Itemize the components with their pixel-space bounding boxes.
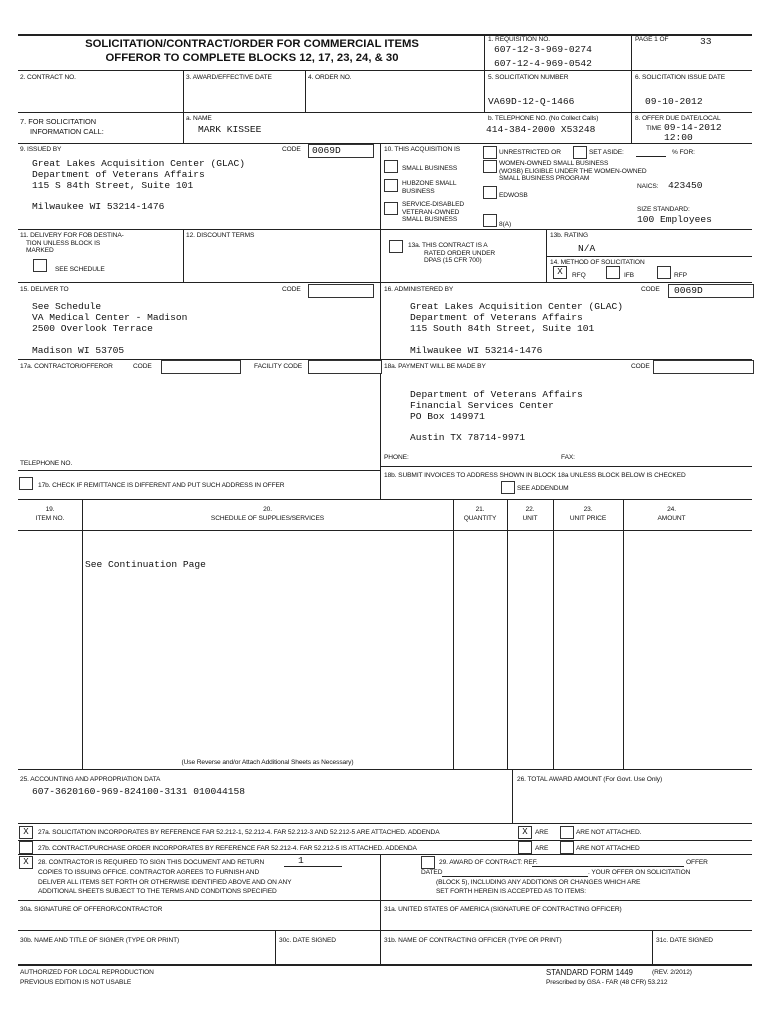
rule bbox=[18, 143, 752, 144]
contractor-code-label: CODE bbox=[133, 363, 152, 370]
clause-27a-are: ARE bbox=[535, 829, 549, 836]
set-aside-percent-line bbox=[636, 156, 666, 157]
wosb-label bbox=[499, 160, 646, 183]
dated-underline bbox=[442, 876, 588, 877]
award-date-label: 3. AWARD/EFFECTIVE DATE bbox=[186, 74, 272, 81]
rule bbox=[652, 930, 653, 964]
sdvosb-label-2: VETERAN-OWNED bbox=[402, 208, 460, 216]
rated-order-label-2: RATED ORDER UNDER bbox=[424, 249, 496, 257]
rule bbox=[380, 143, 381, 499]
clause-27b-are-not: ARE NOT ATTACHED bbox=[576, 845, 640, 852]
accounting-data: 607-3620160-969-824100-3131 010044158 bbox=[32, 786, 246, 797]
method-label: 14. METHOD OF SOLICITATION bbox=[550, 259, 645, 266]
clause-27a-checkbox[interactable]: X bbox=[19, 826, 33, 839]
clause-28-copies: 1 bbox=[298, 855, 304, 866]
administered-by-code: 0069D bbox=[674, 285, 703, 296]
payment-code-label: CODE bbox=[631, 363, 650, 370]
accounting-label: 25. ACCOUNTING AND APPROPRIATION DATA bbox=[20, 776, 161, 783]
col-20-header: SCHEDULE OF SUPPLIES/SERVICES bbox=[210, 515, 325, 522]
discount-terms-label: 12. DISCOUNT TERMS bbox=[186, 232, 255, 239]
rule bbox=[18, 359, 752, 360]
issue-date: 09-10-2012 bbox=[645, 96, 703, 107]
wosb-label-1: WOMEN-OWNED SMALL BUSINESS bbox=[499, 160, 609, 167]
payment-label: 18a. PAYMENT WILL BE MADE BY bbox=[384, 363, 486, 370]
rule bbox=[18, 854, 752, 855]
rule bbox=[623, 499, 624, 769]
issued-by-label: 9. ISSUED BY bbox=[20, 146, 62, 153]
delivery-fob-label-2: TION UNLESS BLOCK IS bbox=[26, 239, 101, 247]
clause-28-line2: COPIES TO ISSUING OFFICE. CONTRACTOR AGREES TO FURNISH AND bbox=[38, 869, 260, 876]
clause-29-dated: DATED bbox=[421, 869, 443, 876]
eight-a-checkbox[interactable] bbox=[483, 214, 497, 227]
rule bbox=[275, 930, 276, 964]
col-19-header: ITEM NO. bbox=[35, 515, 65, 522]
page-total: 33 bbox=[700, 36, 712, 47]
percent-for-label: % FOR: bbox=[672, 149, 695, 156]
rule bbox=[18, 470, 380, 471]
clause-27a-are-not: ARE NOT ATTACHED. bbox=[576, 829, 642, 836]
edwosb-checkbox[interactable] bbox=[483, 186, 497, 199]
administered-by-line2: Department of Veterans Affairs bbox=[410, 312, 583, 323]
signature-offeror-label: 30a. SIGNATURE OF OFFEROR/CONTRACTOR bbox=[20, 906, 163, 913]
deliver-to-line1: See Schedule bbox=[32, 301, 102, 312]
order-no-label: 4. ORDER NO. bbox=[308, 74, 352, 81]
issued-by-code-label: CODE bbox=[282, 146, 301, 153]
telephone-number: 414-384-2000 X53248 bbox=[486, 124, 596, 135]
unrestricted-label: UNRESTRICTED OR bbox=[499, 149, 561, 156]
rule bbox=[183, 229, 184, 282]
naics-label: NAICS: bbox=[637, 183, 659, 190]
footer-previous: PREVIOUS EDITION IS NOT USABLE bbox=[20, 979, 132, 986]
schedule-note: (Use Reverse and/or Attach Additional Sheets as Necessary) bbox=[181, 759, 354, 766]
rule bbox=[18, 530, 752, 531]
clause-27a-are-not-checkbox[interactable] bbox=[560, 826, 574, 839]
size-standard: 100 Employees bbox=[637, 214, 712, 225]
issue-date-label: 6. SOLICITATION ISSUE DATE bbox=[635, 74, 726, 81]
fax-label: FAX: bbox=[561, 454, 575, 461]
requisition-label: 1. REQUISITION NO. bbox=[488, 36, 550, 43]
requisition-number-2: 607-12-4-969-0542 bbox=[494, 58, 592, 69]
sdvosb-checkbox[interactable] bbox=[384, 202, 398, 215]
issued-by-code: 0069D bbox=[312, 145, 341, 156]
remittance-label: 17b. CHECK IF REMITTANCE IS DIFFERENT AND PUT SUCH ADDRESS IN OFFER bbox=[38, 482, 285, 489]
col-23-header: UNIT PRICE bbox=[569, 515, 607, 522]
rule bbox=[18, 769, 752, 770]
clause-27a-are-checkbox[interactable]: X bbox=[518, 826, 532, 839]
clause-29-line3: (BLOCK 5), INCLUDING ANY ADDITIONS OR CHANGES WHICH ARE bbox=[436, 879, 641, 886]
rule bbox=[631, 34, 632, 143]
see-schedule-checkbox[interactable] bbox=[33, 259, 47, 272]
rule bbox=[18, 840, 752, 841]
phone-label: PHONE: bbox=[384, 454, 409, 461]
hubzone-checkbox[interactable] bbox=[384, 179, 398, 192]
col-24-header: AMOUNT bbox=[657, 515, 686, 522]
size-standard-label: SIZE STANDARD: bbox=[637, 206, 690, 213]
delivery-fob-label-3: MARKED bbox=[26, 247, 54, 255]
rating-value: N/A bbox=[578, 243, 596, 254]
payment-code-box bbox=[653, 360, 754, 374]
form-subtitle: OFFEROR TO COMPLETE BLOCKS 12, 17, 23, 24, & 30 bbox=[105, 52, 399, 64]
telephone-no-label: TELEPHONE NO. bbox=[20, 460, 73, 467]
sdvosb-label bbox=[402, 201, 464, 224]
unrestricted-checkbox[interactable] bbox=[483, 146, 497, 159]
col-22-number: 22. bbox=[525, 506, 535, 513]
rfq-label: RFQ bbox=[572, 272, 586, 279]
clause-28-checkbox[interactable]: X bbox=[19, 856, 33, 869]
page-label: PAGE 1 OF bbox=[635, 36, 669, 43]
signer-date-label: 30c. DATE SIGNED bbox=[279, 937, 336, 944]
rated-order-label bbox=[408, 242, 495, 265]
rfq-checkbox[interactable]: X bbox=[553, 266, 567, 279]
rule bbox=[18, 229, 752, 230]
ifb-checkbox[interactable] bbox=[606, 266, 620, 279]
delivery-fob-label bbox=[20, 232, 124, 255]
bottom-border bbox=[18, 964, 752, 966]
rule bbox=[484, 34, 485, 112]
rule bbox=[553, 499, 554, 769]
deliver-to-code-label: CODE bbox=[282, 286, 301, 293]
deliver-to-line4: Madison WI 53705 bbox=[32, 345, 125, 356]
rule bbox=[18, 70, 752, 71]
payment-line2: Financial Services Center bbox=[410, 400, 554, 411]
edwosb-label: EDWOSB bbox=[499, 192, 528, 199]
clause-27b-are-not-checkbox[interactable] bbox=[560, 841, 574, 854]
facility-code-box bbox=[308, 360, 382, 374]
rule bbox=[453, 499, 454, 769]
requisition-number-1: 607-12-3-969-0274 bbox=[494, 44, 592, 55]
rule bbox=[18, 499, 752, 500]
clause-28-line3: DELIVER ALL ITEMS SET FORTH OR OTHERWISE IDENTIFIED ABOVE AND ON ANY bbox=[38, 879, 292, 886]
footer-prescribed: Prescribed by GSA - FAR (48 CFR) 53.212 bbox=[546, 979, 668, 986]
name-label: a. NAME bbox=[186, 115, 212, 122]
footer-revision: (REV. 2/2012) bbox=[652, 969, 692, 976]
payment-line3: PO Box 149971 bbox=[410, 411, 485, 422]
col-22-header: UNIT bbox=[522, 515, 538, 522]
administered-by-code-label: CODE bbox=[641, 286, 660, 293]
rule bbox=[380, 466, 752, 467]
clause-27a-text: 27a. SOLICITATION INCORPORATES BY REFERENCE FAR 52.212-1, 52.212-4. FAR 52.212-3 AND 52.212-5 ARE ATTACHED. ADDENDA bbox=[38, 829, 440, 836]
issued-by-line3: 115 S 84th Street, Suite 101 bbox=[32, 180, 194, 191]
naics-code: 423450 bbox=[668, 180, 703, 191]
clause-27b-text: 27b. CONTRACT/PURCHASE ORDER INCORPORATES BY REFERENCE FAR 52.212-4. FAR 52.212-5 IS ATTACHED. ADDENDA bbox=[38, 845, 417, 852]
rule bbox=[82, 499, 83, 769]
col-23-number: 23. bbox=[583, 506, 593, 513]
clause-29-line1: 29. AWARD OF CONTRACT: REF. bbox=[439, 859, 538, 866]
col-19-number: 19. bbox=[45, 506, 55, 513]
rated-order-checkbox[interactable] bbox=[389, 240, 403, 253]
sdvosb-label-1: SERVICE-DISABLED bbox=[402, 201, 465, 208]
info-call-label-2: INFORMATION CALL: bbox=[30, 127, 104, 136]
clause-28-line4: ADDITIONAL SHEETS SUBJECT TO THE TERMS AND CONDITIONS SPECIFIED bbox=[38, 888, 277, 895]
clause-27b-checkbox[interactable] bbox=[19, 841, 33, 854]
clause-29-checkbox[interactable] bbox=[421, 856, 435, 869]
clause-27b-are: ARE bbox=[535, 845, 549, 852]
set-aside-checkbox[interactable] bbox=[573, 146, 587, 159]
rule bbox=[512, 769, 513, 823]
rule bbox=[183, 112, 184, 143]
contract-no-label: 2. CONTRACT NO. bbox=[20, 74, 76, 81]
rule bbox=[18, 112, 752, 113]
rule bbox=[18, 282, 752, 283]
officer-date-label: 31c. DATE SIGNED bbox=[656, 937, 713, 944]
deliver-to-code-box bbox=[308, 284, 374, 298]
remittance-checkbox[interactable] bbox=[19, 477, 33, 490]
contact-name: MARK KISSEE bbox=[198, 124, 262, 135]
delivery-fob-label-1: 11. DELIVERY FOR FOB DESTINA- bbox=[20, 232, 124, 239]
administered-by-label: 16. ADMINISTERED BY bbox=[384, 286, 454, 293]
schedule-content: See Continuation Page bbox=[85, 559, 206, 570]
issued-by-line4: Milwaukee WI 53214-1476 bbox=[32, 201, 165, 212]
deliver-to-line3: 2500 Overlook Terrace bbox=[32, 323, 153, 334]
info-call-label-1: 7. FOR SOLICITATION bbox=[20, 117, 97, 126]
hubzone-label bbox=[402, 180, 456, 195]
addendum-label: SEE ADDENDUM bbox=[517, 485, 569, 492]
wosb-label-3: SMALL BUSINESS PROGRAM bbox=[499, 175, 590, 183]
signer-name-label: 30b. NAME AND TITLE OF SIGNER (TYPE OR PRINT) bbox=[20, 937, 180, 944]
clause-27b-are-checkbox[interactable] bbox=[518, 841, 532, 854]
facility-code-label: FACILITY CODE bbox=[254, 363, 303, 370]
hubzone-label-1: HUBZONE SMALL bbox=[402, 180, 457, 187]
offer-due-time: 12:00 bbox=[664, 132, 693, 143]
telephone-label: b. TELEPHONE NO. (No Collect Calls) bbox=[488, 115, 599, 122]
clause-28-line1: 28. CONTRACTOR IS REQUIRED TO SIGN THIS DOCUMENT AND RETURN bbox=[38, 859, 265, 866]
footer-form-name: STANDARD FORM 1449 bbox=[546, 968, 633, 977]
clause-29-line2: . YOUR OFFER ON SOLICITATION bbox=[588, 869, 691, 876]
wosb-label-2: (WOSB) ELIGIBLE UNDER THE WOMEN-OWNED bbox=[499, 167, 647, 175]
administered-by-line3: 115 South 84th Street, Suite 101 bbox=[410, 323, 595, 334]
rated-order-label-3: DPAS (15 CFR 700) bbox=[424, 257, 482, 265]
acquisition-label: 10. THIS ACQUISITION IS bbox=[384, 146, 460, 153]
clause-29-line4: SET FORTH HEREIN IS ACCEPTED AS TO ITEMS: bbox=[436, 888, 587, 895]
col-21-number: 21. bbox=[475, 506, 485, 513]
rule bbox=[18, 823, 752, 824]
payment-line1: Department of Veterans Affairs bbox=[410, 389, 583, 400]
see-schedule-label: SEE SCHEDULE bbox=[55, 266, 105, 273]
signature-officer-label: 31a. UNITED STATES OF AMERICA (SIGNATURE OF CONTRACTING OFFICER) bbox=[384, 906, 622, 913]
solicitation-number-label: 5. SOLICITATION NUMBER bbox=[488, 74, 569, 81]
issued-by-line2: Department of Veterans Affairs bbox=[32, 169, 205, 180]
rule bbox=[305, 70, 306, 112]
rfp-label: RFP bbox=[674, 272, 687, 279]
rule bbox=[380, 854, 381, 964]
reference-underline bbox=[532, 866, 684, 867]
solicitation-number: VA69D-12-Q-1466 bbox=[488, 96, 575, 107]
col-21-header: QUANTITY bbox=[463, 515, 497, 522]
deliver-to-line2: VA Medical Center - Madison bbox=[32, 312, 188, 323]
ifb-label: IFB bbox=[624, 272, 634, 279]
small-business-checkbox[interactable] bbox=[384, 160, 398, 173]
footer-authorized: AUTHORIZED FOR LOCAL REPRODUCTION bbox=[20, 969, 154, 976]
addendum-checkbox[interactable] bbox=[501, 481, 515, 494]
issued-by-line1: Great Lakes Acquisition Center (GLAC) bbox=[32, 158, 246, 169]
rule bbox=[547, 256, 752, 257]
offer-due-date: 09-14-2012 bbox=[664, 122, 722, 133]
rule bbox=[18, 900, 752, 901]
officer-name-label: 31b. NAME OF CONTRACTING OFFICER (TYPE OR PRINT) bbox=[384, 937, 562, 944]
rated-order-label-1: 13a. THIS CONTRACT IS A bbox=[408, 242, 488, 249]
col-24-number: 24. bbox=[667, 506, 676, 513]
offer-due-label: 8. OFFER DUE DATE/LOCAL bbox=[635, 115, 721, 122]
deliver-to-label: 15. DELIVER TO bbox=[20, 286, 69, 293]
rule bbox=[507, 499, 508, 769]
contractor-label: 17a. CONTRACTOR/OFFEROR bbox=[20, 363, 113, 370]
wosb-checkbox[interactable] bbox=[483, 160, 497, 173]
clause-29-offer: OFFER bbox=[686, 859, 708, 866]
contractor-code-box bbox=[161, 360, 241, 374]
col-20-number: 20. bbox=[263, 506, 272, 513]
rating-label: 13b. RATING bbox=[550, 232, 588, 239]
small-business-label: SMALL BUSINESS bbox=[402, 165, 458, 172]
administered-by-line4: Milwaukee WI 53214-1476 bbox=[410, 345, 543, 356]
copies-underline bbox=[284, 866, 342, 867]
total-award-label: 26. TOTAL AWARD AMOUNT (For Govt. Use Only) bbox=[517, 776, 663, 783]
time-label: TIME bbox=[646, 125, 662, 132]
rfp-checkbox[interactable] bbox=[657, 266, 671, 279]
rule bbox=[18, 930, 752, 931]
form-title: SOLICITATION/CONTRACT/ORDER FOR COMMERCIAL ITEMS bbox=[85, 38, 419, 50]
eight-a-label: 8(A) bbox=[499, 221, 512, 228]
hubzone-label-2: BUSINESS bbox=[402, 187, 435, 195]
payment-line4: Austin TX 78714-9971 bbox=[410, 432, 526, 443]
set-aside-label: SET ASIDE: bbox=[589, 149, 624, 156]
invoices-label: 18b. SUBMIT INVOICES TO ADDRESS SHOWN IN BLOCK 18a UNLESS BLOCK BELOW IS CHECKED bbox=[384, 472, 686, 479]
administered-by-line1: Great Lakes Acquisition Center (GLAC) bbox=[410, 301, 624, 312]
rule bbox=[183, 70, 184, 112]
sdvosb-label-3: SMALL BUSINESS bbox=[402, 216, 458, 224]
